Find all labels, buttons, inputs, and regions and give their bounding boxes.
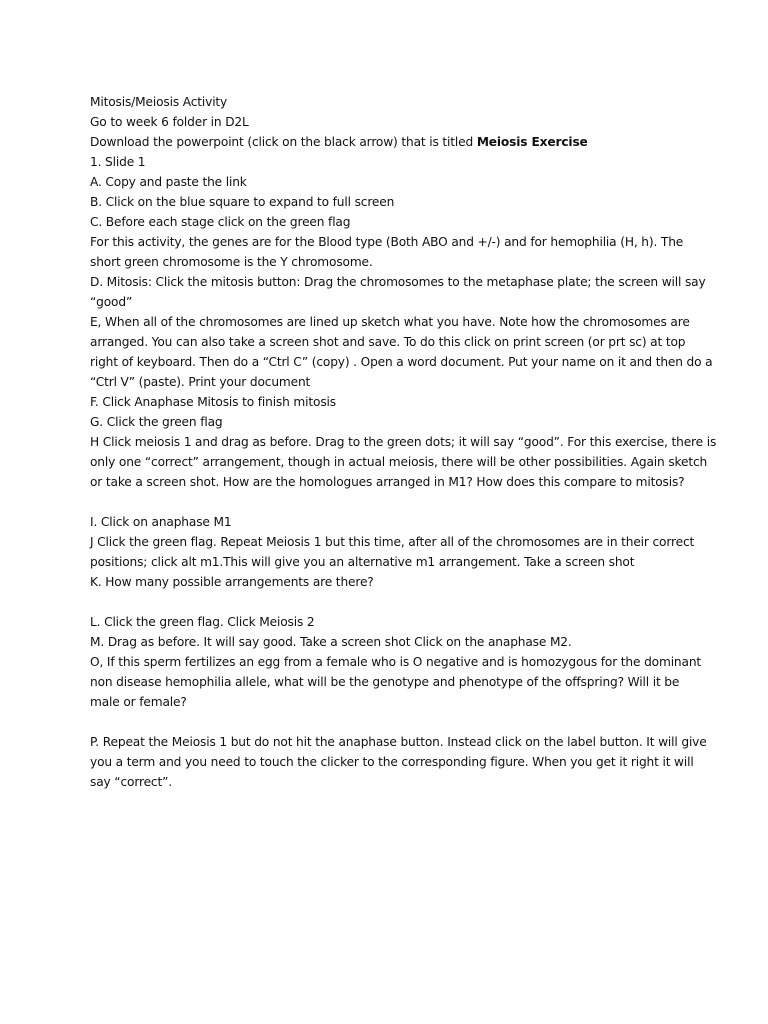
step-c: C. Before each stage click on the green flag	[90, 215, 351, 229]
document-body	[90, 92, 717, 792]
step-o-line-3: male or female?	[90, 695, 187, 709]
step-l: L. Click the green flag. Click Meiosis 2	[90, 615, 315, 629]
step-i: I. Click on anaphase M1	[90, 515, 232, 529]
paragraph-spacer	[90, 592, 690, 612]
step-p-line-3: say “correct”.	[90, 775, 172, 789]
paragraph-spacer	[90, 712, 690, 732]
step-e-line-2: arranged. You can also take a screen shot and save. To do this click on print screen (or prt sc) at top	[90, 335, 686, 349]
step-p-line-1: P. Repeat the Meiosis 1 but do not hit the anaphase button. Instead click on the label button. It will give	[90, 735, 707, 749]
step-d-line-1: D. Mitosis: Click the mitosis button: Drag the chromosomes to the metaphase plate; the screen will say	[90, 275, 706, 289]
slide-heading: 1. Slide 1	[90, 155, 146, 169]
download-instruction-text: Download the powerpoint (click on the black arrow) that is titled	[90, 135, 477, 149]
exercise-title-bold: Meiosis Exercise	[476, 135, 588, 149]
step-o-line-1: O, If this sperm fertilizes an egg from a female who is O negative and is homozygous for the dominant	[90, 655, 702, 669]
step-e-line-1: E, When all of the chromosomes are lined up sketch what you have. Note how the chromosomes are	[90, 315, 690, 329]
step-b: B. Click on the blue square to expand to full screen	[90, 195, 395, 209]
step-h-line-3: or take a screen shot. How are the homologues arranged in M1? How does this compare to mitosis?	[90, 475, 685, 489]
step-d-line-2: “good”	[90, 295, 133, 309]
download-instruction	[90, 132, 690, 152]
step-f: F. Click Anaphase Mitosis to finish mitosis	[90, 395, 336, 409]
genes-note-line-2: short green chromosome is the Y chromosome.	[90, 255, 373, 269]
step-h-line-1: H Click meiosis 1 and drag as before. Drag to the green dots; it will say “good”. For this exercise, there is	[90, 435, 717, 449]
step-o-line-2: non disease hemophilia allele, what will be the genotype and phenotype of the offspring? Will it be	[90, 675, 680, 689]
genes-note-line-1: For this activity, the genes are for the Blood type (Both ABO and +/-) and for hemophilia (H, h). The	[90, 235, 684, 249]
folder-instruction: Go to week 6 folder in D2L	[90, 115, 249, 129]
step-h-line-2: only one “correct” arrangement, though in actual meiosis, there will be other possibilities. Again sketch	[90, 455, 708, 469]
step-j-line-2: positions; click alt m1.This will give you an alternative m1 arrangement. Take a screen shot	[90, 555, 635, 569]
step-k: K. How many possible arrangements are there?	[90, 575, 374, 589]
step-j-line-1: J Click the green flag. Repeat Meiosis 1 but this time, after all of the chromosomes are in their correct	[90, 535, 695, 549]
step-e-line-4: “Ctrl V” (paste). Print your document	[90, 375, 311, 389]
step-g: G. Click the green flag	[90, 415, 223, 429]
document-title: Mitosis/Meiosis Activity	[90, 95, 228, 109]
paragraph-spacer	[90, 492, 690, 512]
step-e-line-3: right of keyboard. Then do a “Ctrl C” (copy) . Open a word document. Put your name on it and then do a	[90, 355, 713, 369]
step-m: M. Drag as before. It will say good. Take a screen shot Click on the anaphase M2.	[90, 635, 572, 649]
step-a: A. Copy and paste the link	[90, 175, 247, 189]
step-p-line-2: you a term and you need to touch the clicker to the corresponding figure. When you get it right it will	[90, 755, 694, 769]
